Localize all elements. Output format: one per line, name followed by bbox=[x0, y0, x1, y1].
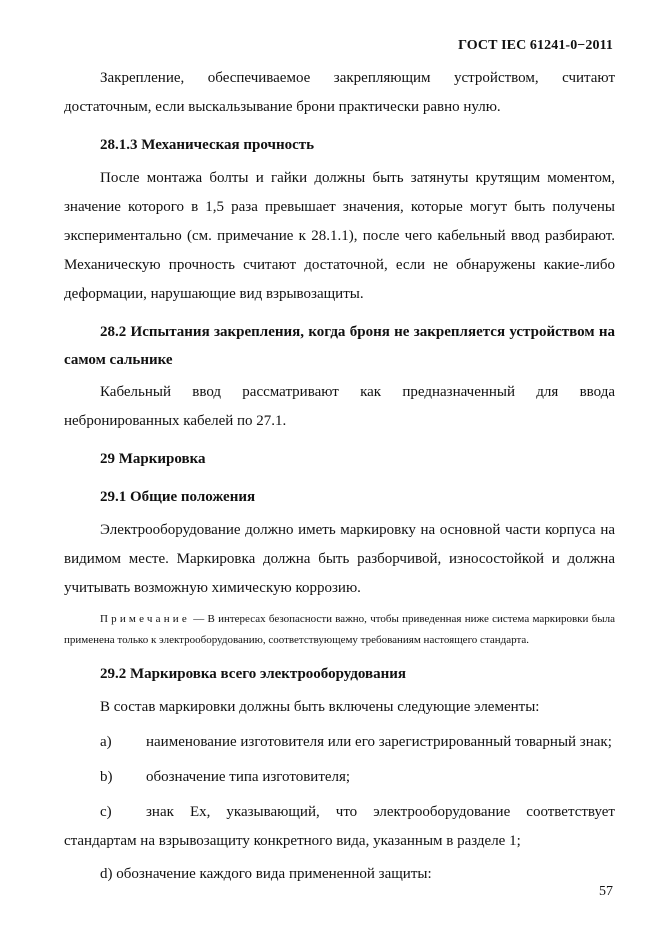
list-item-a bbox=[64, 728, 615, 757]
page-content bbox=[64, 64, 615, 889]
list-marker-b: b) bbox=[100, 769, 113, 785]
heading-29-1: 29.1 Общие положения bbox=[100, 489, 256, 505]
list-text-c: знак Ex, указывающий, что электрооборудование соответствует стандартам на взрывозащиту конкретного вида, указанным в разделе 1; bbox=[64, 804, 615, 849]
page-number: 57 bbox=[599, 884, 613, 899]
standard-header: ГОСТ IEC 61241-0−2011 bbox=[458, 38, 613, 53]
paragraph-marking-general: Электрооборудование должно иметь маркировку на основной части корпуса на видимом месте. Маркировка должна быть разборчивой, износостойкой и должна учитывать возможную химическую коррозию. bbox=[64, 522, 615, 596]
list-text-a: наименование изготовителя или его зарегистрированный товарный знак; bbox=[146, 734, 612, 750]
note-text: В интересах безопасности важно, чтобы приведенная ниже система маркировки была применена только к электрооборудованию, соответствующему требованиям настоящего стандарта. bbox=[64, 613, 615, 646]
paragraph-cable-entry: Кабельный ввод рассматривают как предназначенный для ввода небронированных кабелей по 27.1. bbox=[64, 384, 615, 429]
paragraph-armor-fixing: Закрепление, обеспечиваемое закрепляющим устройством, считают достаточным, если выскальзывание брони практически равно нулю. bbox=[64, 70, 615, 115]
heading-28-2: 28.2 Испытания закрепления, когда броня не закрепляется устройством на самом сальнике bbox=[64, 324, 615, 368]
list-text-b: обозначение типа изготовителя; bbox=[146, 769, 351, 785]
note-label: Примечание bbox=[100, 613, 190, 625]
paragraph-mechanical-strength: После монтажа болты и гайки должны быть затянуты крутящим моментом, значение которого в 1,5 раза превышает значения, которые могут быть получены экспериментально (см. примечание к 28.1.1), после чего кабельный ввод разбирают. Механическую прочность считают достаточной, если не обнаружены какие-либо деформации, нарушающие вид взрывозащиты. bbox=[64, 170, 615, 302]
heading-28-1-3: 28.1.3 Механическая прочность bbox=[100, 137, 315, 153]
note-dash: — bbox=[189, 613, 208, 625]
list-marker-a: a) bbox=[100, 734, 112, 750]
note bbox=[64, 609, 615, 651]
list-marker-c: c) bbox=[100, 804, 112, 820]
list-item-c bbox=[64, 798, 615, 856]
list-item-d: d) обозначение каждого вида примененной защиты: bbox=[100, 866, 432, 882]
paragraph-marking-elements: В состав маркировки должны быть включены следующие элементы: bbox=[100, 699, 540, 715]
heading-29: 29 Маркировка bbox=[100, 451, 206, 467]
heading-29-2: 29.2 Маркировка всего электрооборудования bbox=[100, 666, 407, 682]
list-item-b bbox=[64, 763, 615, 792]
